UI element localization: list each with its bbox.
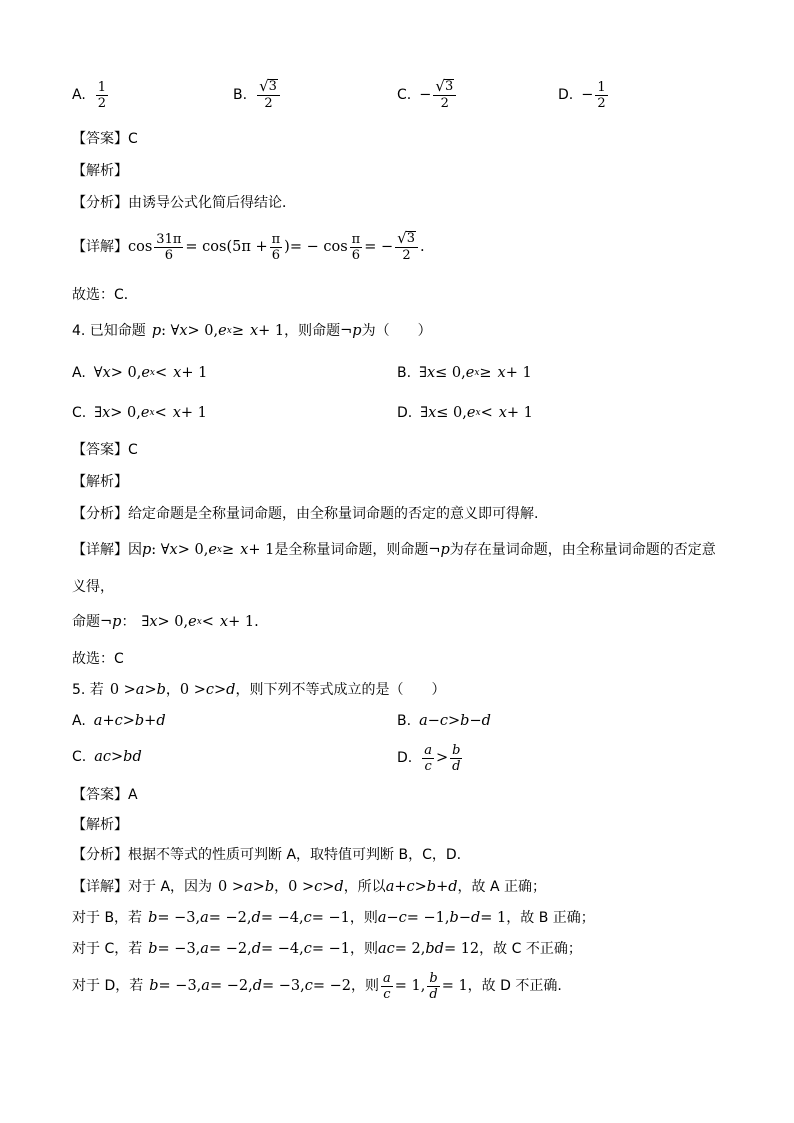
q5-option-b: B. a − c > b − d (397, 713, 491, 729)
q4-option-c: C. ∃ x > 0, e x < x + 1 (72, 405, 207, 421)
q4-option-b: B. ∃ x ≤ 0, e x ≥ x + 1 (397, 365, 532, 381)
q5-fenxi: 【分析】 根据不等式的性质可判断 A，取特值可判断 B，C，D. (72, 847, 462, 863)
q3-xiangjie: 【详解】 cos 31π 6 = cos(5π + π 6 ) = − cos π 6 = − √ 3 2 . (72, 229, 425, 263)
q4-fenxi: 【分析】 给定命题是全称量词命题，由全称量词命题的否定的意义即可得解. (72, 506, 539, 522)
q5-option-d: D. a c > b d (397, 742, 461, 774)
q5-analysis-heading: 【解析】 (72, 817, 128, 833)
q5-option-c: C. ac > bd (72, 749, 142, 765)
q4-option-a: A. ∀ x > 0, e x < x + 1 (72, 365, 208, 381)
q3-option-a: A. 1 2 (72, 79, 107, 111)
q3-option-c: C. − √ 3 2 (397, 75, 458, 115)
q4-option-d: D. ∃ x ≤ 0, e x < x + 1 (397, 405, 533, 421)
q4-xiangjie-cont: 义得， (72, 579, 114, 595)
q3-fenxi: 【分析】 由诱导公式化简后得结论． (72, 195, 296, 211)
q3-option-b: B. √ 3 2 (233, 75, 282, 115)
q3-option-d: D. − 1 2 (558, 79, 606, 111)
q4-negation: 命题 ¬p ： ∃ x > 0, e x < x + 1 . (72, 614, 259, 630)
q5-option-a: A. a + c > b + d (72, 713, 166, 729)
q4-xiangjie: 【详解】 因 p : ∀ x > 0, e x ≥ x + 1 是全称量词命题，则命题 ¬p 为存在量词命题，由全称量词命题的否定意 (72, 542, 716, 558)
q5-xiangjie-line4: 对于 D，若 b = −3, a = −2, d = −3, c = −2 ，则 a c = 1, b d = 1 ，故 D 不正确. (72, 970, 562, 1002)
q4-conclusion: 故选：C (72, 651, 124, 667)
q3-answer: 【答案】 C (72, 131, 138, 147)
q5-xiangjie-line2: 对于 B，若 b = −3, a = −2, d = −4, c = −1 ，则 a − c = −1, b − d = 1 ，故 B 正确； (72, 910, 595, 926)
q5-xiangjie-line1: 【详解】 对于 A，因为 0 > a > b ， 0 > c > d ，所以 a + c > b + d ，故 A 正确； (72, 879, 547, 895)
q3-conclusion: 故选：C． (72, 287, 138, 303)
q4-analysis-heading: 【解析】 (72, 474, 128, 490)
q3-analysis-heading: 【解析】 (72, 163, 128, 179)
q5-stem: 5. 若 0 > a > b ， 0 > c > d ，则下列不等式成立的是（ ） (72, 682, 446, 698)
q5-answer: 【答案】 A (72, 787, 138, 803)
q4-stem: 4. 已知命题 p : ∀ x > 0, e x ≥ x + 1 ，则命题 ¬p 为（ ） (72, 323, 432, 339)
q4-answer: 【答案】 C (72, 442, 138, 458)
q5-xiangjie-line3: 对于 C，若 b = −3, a = −2, d = −4, c = −1 ，则 ac = 2, bd = 12 ，故 C 不正确； (72, 941, 582, 957)
